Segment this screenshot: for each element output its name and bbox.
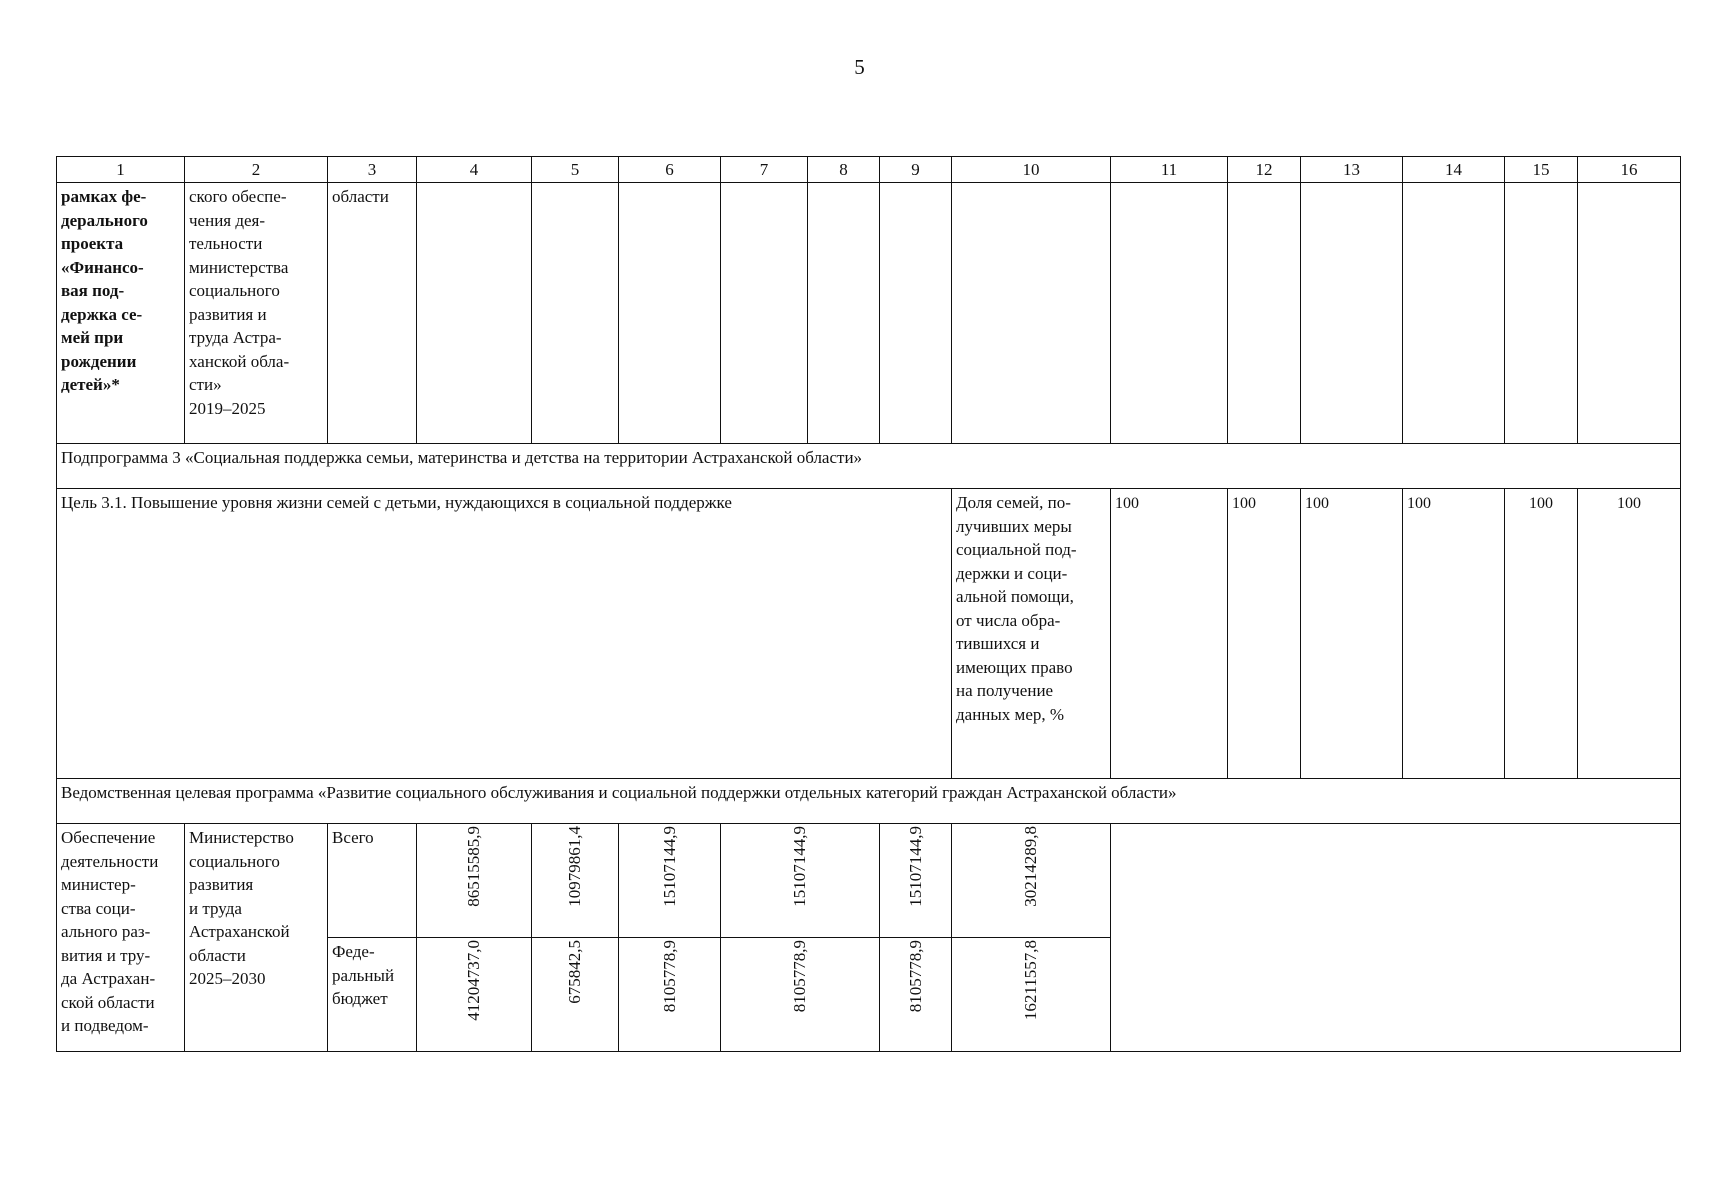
col-header: 3 — [328, 157, 417, 183]
col-header: 14 — [1403, 157, 1505, 183]
amount-value: 86515585,9 — [464, 826, 483, 907]
departmental-program-title: Ведомственная целевая программа «Развитие социального обслуживания и социальной поддержки отдельных категорий граждан Астраханской области» — [57, 779, 1681, 824]
amount-value: 41204737,0 — [464, 940, 483, 1021]
amount-value: 15107144,9 — [659, 826, 679, 907]
col-header: 1 — [57, 157, 185, 183]
amount-value: 16211557,8 — [1021, 940, 1040, 1021]
amount-cell — [880, 938, 952, 1052]
column-number-row — [57, 157, 1681, 183]
col-header: 16 — [1578, 157, 1681, 183]
funding-source-label: Феде- ральный бюджет — [332, 942, 395, 1008]
amount-cell — [952, 824, 1111, 938]
amount-cell — [417, 824, 532, 938]
region-cell — [328, 183, 417, 444]
subprogram-title: Подпрограмма 3 «Социальная поддержка семьи, материнства и детства на территории Астраханской области» — [57, 444, 1681, 489]
amount-cell — [721, 938, 880, 1052]
indicator-value: 100 — [1505, 489, 1578, 779]
amount-value: 15107144,9 — [790, 826, 809, 907]
funding-source-label: Всего — [332, 828, 374, 847]
amount-cell — [721, 824, 880, 938]
section-row — [57, 444, 1681, 489]
amount-value: 8105778,9 — [905, 940, 925, 1013]
program-name-cell — [185, 183, 328, 444]
amount-cell — [880, 824, 952, 938]
project-name: рамках фе- дерального проекта «Финансо- вая под- держка се- мей при рождении детей»* — [61, 187, 148, 394]
col-header: 9 — [880, 157, 952, 183]
col-header: 2 — [185, 157, 328, 183]
executor-cell — [185, 824, 328, 1052]
amount-value: 675842,5 — [565, 940, 584, 1004]
amount-cell — [417, 938, 532, 1052]
activity-cell — [57, 824, 185, 1052]
col-header: 8 — [808, 157, 880, 183]
col-header: 5 — [532, 157, 619, 183]
amount-cell — [619, 824, 721, 938]
col-header: 4 — [417, 157, 532, 183]
activity-name: Обеспечение деятельности министер- ства соци- ального раз- вития и тру- да Астрахан- ской области и подведом- — [61, 828, 159, 1035]
indicator-value: 100 — [1578, 489, 1681, 779]
col-header: 7 — [721, 157, 808, 183]
col-header: 11 — [1111, 157, 1228, 183]
col-header: 13 — [1301, 157, 1403, 183]
amount-cell — [532, 938, 619, 1052]
amount-cell — [952, 938, 1111, 1052]
project-name-cell — [57, 183, 185, 444]
goal-text: Цель 3.1. Повышение уровня жизни семей с детьми, нуждающихся в социальной поддержке — [57, 489, 952, 779]
table-row — [57, 183, 1681, 444]
amount-value: 15107144,9 — [905, 826, 925, 907]
table-row — [57, 824, 1681, 938]
section-row — [57, 779, 1681, 824]
amount-value: 8105778,9 — [659, 940, 679, 1013]
amount-value: 30214289,8 — [1021, 826, 1040, 907]
program-table — [56, 156, 1681, 1052]
indicator-value: 100 — [1403, 489, 1505, 779]
amount-value: 8105778,9 — [790, 940, 809, 1013]
indicator-value: 100 — [1228, 489, 1301, 779]
indicator-text: Доля семей, по- лучивших меры социальной под- держки и соци- альной помощи, от числа обра- тившихся и имеющих право на получение данных мер, % — [956, 493, 1077, 724]
funding-source-cell — [328, 938, 417, 1052]
col-header: 10 — [952, 157, 1111, 183]
amount-value: 10979861,4 — [565, 826, 584, 907]
program-name: ского обеспе- чения дея- тельности министерства социального развития и труда Астра- ханской обла- сти» 2019–2025 — [189, 187, 290, 418]
col-header: 6 — [619, 157, 721, 183]
col-header: 12 — [1228, 157, 1301, 183]
empty-block — [1111, 824, 1681, 1052]
funding-source-cell — [328, 824, 417, 938]
col-header: 15 — [1505, 157, 1578, 183]
page-number: 5 — [854, 55, 865, 79]
region-text: области — [332, 187, 389, 206]
executor-name: Министерство социального развития и труда Астраханской области 2025–2030 — [189, 828, 294, 988]
indicator-value: 100 — [1111, 489, 1228, 779]
indicator-cell — [952, 489, 1111, 779]
indicator-value: 100 — [1301, 489, 1403, 779]
amount-cell — [619, 938, 721, 1052]
amount-cell — [532, 824, 619, 938]
goal-row — [57, 489, 1681, 779]
